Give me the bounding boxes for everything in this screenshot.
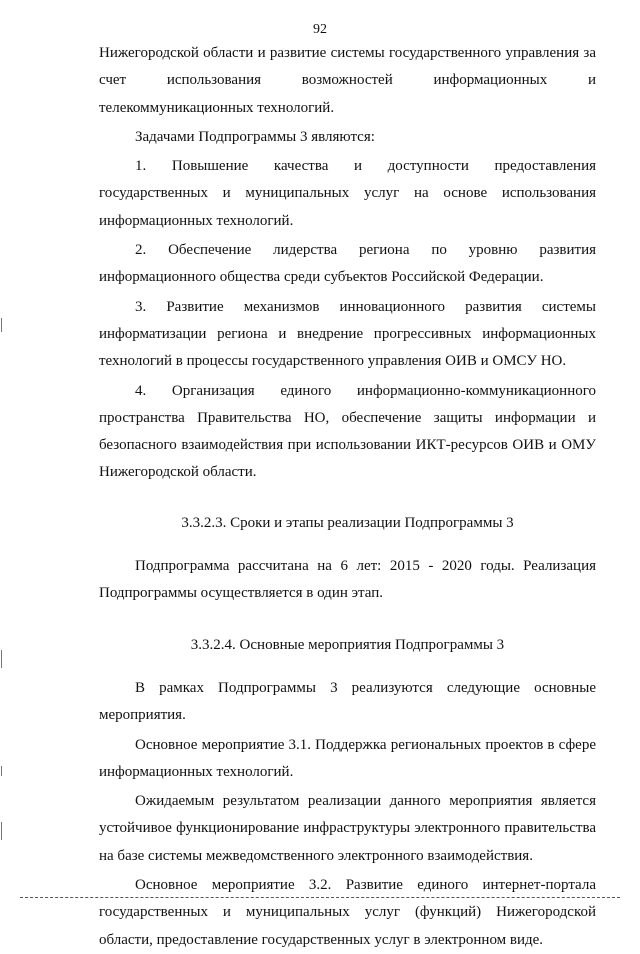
- scan-edge-mark: [1, 650, 2, 668]
- paragraph-activity-3-2: Основное мероприятие 3.2. Развитие единого интернет-портала государственных и муниципальных услуг (функций) Нижегородской области, предоставление государственных услуг в электронном виде.: [99, 877, 596, 948]
- paragraph-timeline: Подпрограмма рассчитана на 6 лет: 2015 - 2020 годы. Реализация Подпрограммы осуществляется в один этап.: [99, 558, 596, 602]
- paragraph-activity-3-1: Основное мероприятие 3.1. Поддержка региональных проектов в сфере информационных технологий.: [99, 736, 596, 780]
- paragraph-goal-continuation: Нижегородской области и развитие системы государственного управления за счет использования возможностей информационных и телекоммуникационных технологий.: [99, 45, 596, 116]
- section-heading-activities: 3.3.2.4. Основные мероприятия Подпрограммы 3: [190, 636, 505, 653]
- paragraph-activity-3-1-result: Ожидаемым результатом реализации данного мероприятия является устойчивое функционирование инфраструктуры электронного правительства на базе системы межведомственного электронного взаимодействия.: [99, 793, 596, 864]
- page-number: 92: [313, 22, 327, 37]
- task-item-3: 3. Развитие механизмов инновационного развития системы информатизации региона и внедрение прогрессивных информационных технологий в процессы государственного управления ОИВ и ОМСУ НО.: [99, 298, 596, 370]
- paragraph-activities-intro: В рамках Подпрограммы 3 реализуются следующие основные мероприятия.: [99, 679, 596, 724]
- paragraph-tasks-intro: Задачами Подпрограммы 3 являются:: [135, 128, 375, 145]
- task-item-4: 4. Организация единого информационно-коммуникационного пространства Правительства НО, обеспечение защиты информации и безопасного взаимодействия при использовании ИКТ-ресурсов ОИВ и ОМУ Нижегородской области.: [99, 382, 596, 481]
- scan-edge-mark: [1, 318, 2, 332]
- task-item-1: 1. Повышение качества и доступности предоставления государственных и муниципальных услуг на основе использования информационных технологий.: [99, 158, 596, 229]
- document-body: [99, 40, 596, 954]
- bottom-scan-line: [20, 897, 620, 898]
- task-item-2: 2. Обеспечение лидерства региона по уровню развития информационного общества среди субъектов Российской Федерации.: [99, 242, 596, 286]
- scan-edge-mark: [1, 822, 2, 840]
- section-heading-timeline: 3.3.2.3. Сроки и этапы реализации Подпрограммы 3: [181, 514, 514, 531]
- scan-edge-mark: [1, 766, 2, 776]
